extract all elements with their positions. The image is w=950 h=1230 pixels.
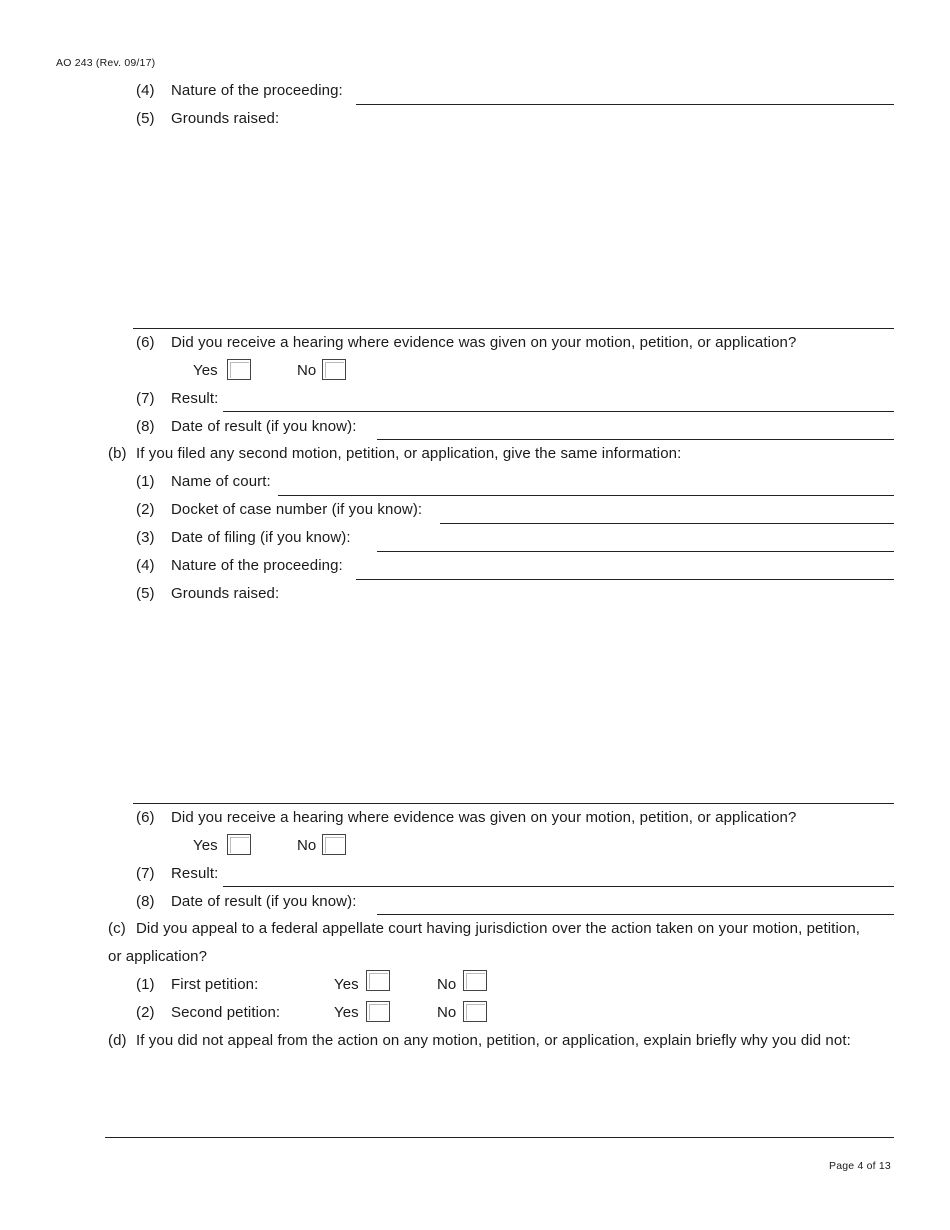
docket-label: Docket of case number (if you know):	[171, 501, 423, 518]
first-petition-label: First petition:	[171, 976, 259, 993]
item-number: (3)	[136, 529, 155, 546]
hearing-question: Did you receive a hearing where evidence was given on your motion, petition, or application?	[171, 809, 797, 826]
nature-label: Nature of the proceeding:	[171, 557, 343, 574]
item-number: (2)	[136, 1004, 155, 1021]
item-number: (8)	[136, 893, 155, 910]
nature-label: Nature of the proceeding:	[171, 82, 343, 99]
hearing-no-checkbox[interactable]	[322, 359, 346, 380]
section-b-text: If you filed any second motion, petition, or application, give the same information:	[136, 445, 682, 462]
filing-label: Date of filing (if you know):	[171, 529, 351, 546]
first-petition-no-checkbox[interactable]	[463, 970, 487, 991]
no-label: No	[297, 837, 317, 854]
yes-label: Yes	[193, 837, 218, 854]
item-number: (5)	[136, 585, 155, 602]
no-label: No	[437, 976, 457, 993]
yes-label: Yes	[334, 976, 359, 993]
second-petition-yes-checkbox[interactable]	[366, 1001, 390, 1022]
grounds-field[interactable]	[133, 328, 894, 329]
no-label: No	[437, 1004, 457, 1021]
section-c-text: Did you appeal to a federal appellate court having jurisdiction over the action taken on your motion, petition,	[136, 920, 861, 937]
result-label: Result:	[171, 390, 219, 407]
item-number: (2)	[136, 501, 155, 518]
date-result-field[interactable]	[377, 439, 894, 440]
item-number: (1)	[136, 976, 155, 993]
no-label: No	[297, 362, 317, 379]
item-number: (7)	[136, 865, 155, 882]
section-label: (b)	[108, 445, 127, 462]
result-label: Result:	[171, 865, 219, 882]
yes-label: Yes	[334, 1004, 359, 1021]
result-field[interactable]	[223, 886, 894, 887]
item-number: (5)	[136, 110, 155, 127]
yes-label: Yes	[193, 362, 218, 379]
section-label: (c)	[108, 920, 126, 937]
court-field[interactable]	[278, 495, 894, 496]
first-petition-yes-checkbox[interactable]	[366, 970, 390, 991]
hearing-no-checkbox[interactable]	[322, 834, 346, 855]
date-result-label: Date of result (if you know):	[171, 418, 357, 435]
nature-field[interactable]	[356, 579, 894, 580]
page-number: Page 4 of 13	[829, 1160, 891, 1172]
section-d-text: If you did not appeal from the action on any motion, petition, or application, explain briefly why you did not:	[136, 1032, 851, 1049]
date-result-field[interactable]	[377, 914, 894, 915]
item-number: (6)	[136, 809, 155, 826]
grounds-label: Grounds raised:	[171, 585, 280, 602]
form-id: AO 243 (Rev. 09/17)	[56, 57, 156, 69]
result-field[interactable]	[223, 411, 894, 412]
docket-field[interactable]	[440, 523, 894, 524]
nature-field[interactable]	[356, 104, 894, 105]
date-result-label: Date of result (if you know):	[171, 893, 357, 910]
hearing-yes-checkbox[interactable]	[227, 359, 251, 380]
item-number: (6)	[136, 334, 155, 351]
item-number: (7)	[136, 390, 155, 407]
second-petition-label: Second petition:	[171, 1004, 281, 1021]
hearing-yes-checkbox[interactable]	[227, 834, 251, 855]
hearing-question: Did you receive a hearing where evidence was given on your motion, petition, or application?	[171, 334, 797, 351]
court-label: Name of court:	[171, 473, 271, 490]
item-number: (4)	[136, 557, 155, 574]
second-petition-no-checkbox[interactable]	[463, 1001, 487, 1022]
section-label: (d)	[108, 1032, 127, 1049]
footer-divider	[105, 1137, 894, 1138]
item-number: (1)	[136, 473, 155, 490]
filing-field[interactable]	[377, 551, 894, 552]
item-number: (8)	[136, 418, 155, 435]
section-c-text-cont: or application?	[108, 948, 208, 965]
grounds-field[interactable]	[133, 803, 894, 804]
grounds-label: Grounds raised:	[171, 110, 280, 127]
item-number: (4)	[136, 82, 155, 99]
